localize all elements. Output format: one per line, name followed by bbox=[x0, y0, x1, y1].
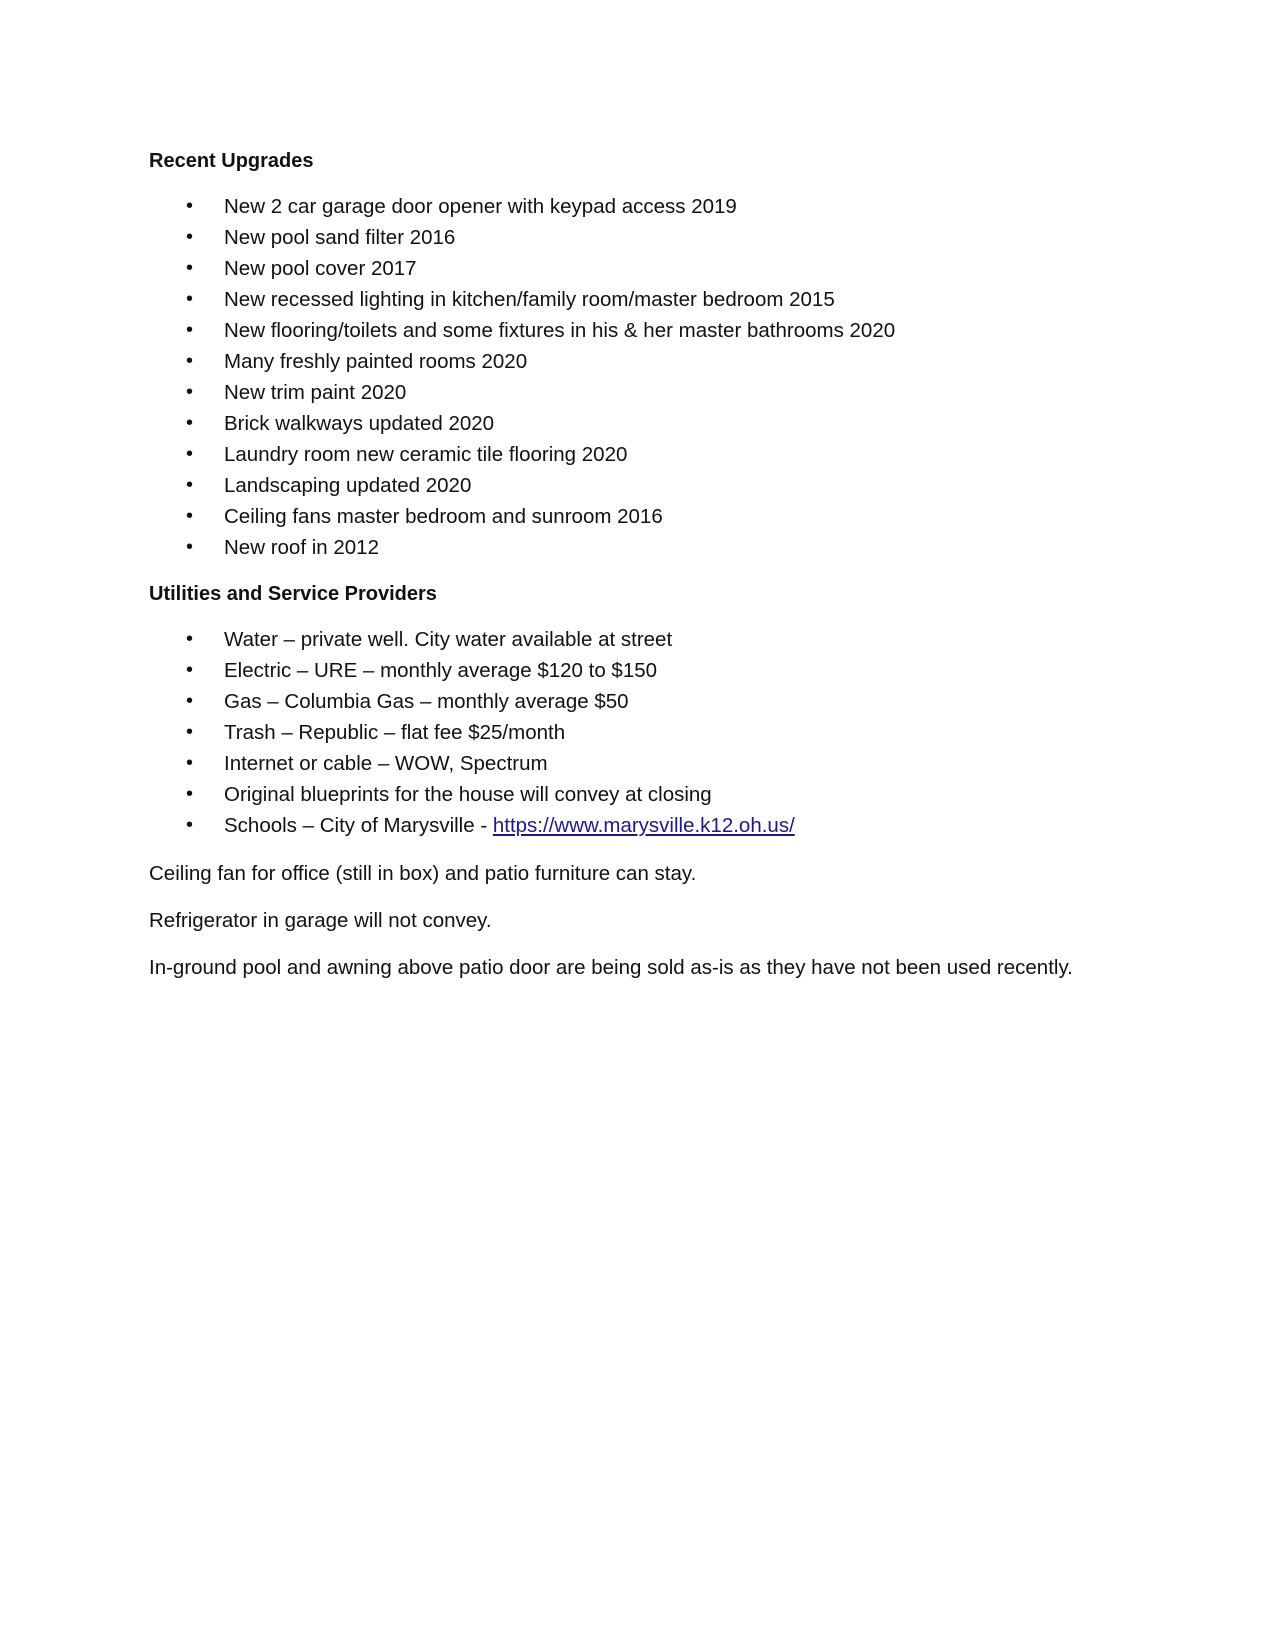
list-item bbox=[149, 284, 1149, 315]
list-item bbox=[149, 532, 1149, 563]
list-item-text: Laundry room new ceramic tile flooring 2020 bbox=[224, 443, 628, 466]
list-item-text: Original blueprints for the house will convey at closing bbox=[224, 783, 712, 806]
bullet-icon: • bbox=[186, 319, 194, 341]
list-item-text: New pool sand filter 2016 bbox=[224, 226, 456, 249]
list-item-text: Gas – Columbia Gas – monthly average $50 bbox=[224, 690, 629, 713]
list-item-text: New recessed lighting in kitchen/family room/master bedroom 2015 bbox=[224, 288, 835, 311]
list-item bbox=[149, 222, 1149, 253]
note-ceiling-fan: Ceiling fan for office (still in box) and patio furniture can stay. bbox=[149, 862, 697, 885]
bullet-icon: • bbox=[186, 412, 194, 434]
list-item bbox=[149, 470, 1149, 501]
list-item bbox=[149, 779, 1149, 810]
list-item bbox=[149, 501, 1149, 532]
bullet-icon: • bbox=[186, 505, 194, 527]
bullet-icon: • bbox=[186, 226, 194, 248]
list-item bbox=[149, 253, 1149, 284]
list-item-text: New roof in 2012 bbox=[224, 536, 379, 559]
list-item bbox=[149, 439, 1149, 470]
list-item bbox=[149, 346, 1149, 377]
list-item bbox=[149, 315, 1149, 346]
bullet-icon: • bbox=[186, 659, 194, 681]
bullet-icon: • bbox=[186, 195, 194, 217]
list-item-text: Trash – Republic – flat fee $25/month bbox=[224, 721, 566, 744]
list-item bbox=[149, 655, 1149, 686]
bullet-icon: • bbox=[186, 783, 194, 805]
list-item-text: Water – private well. City water available at street bbox=[224, 628, 673, 651]
bullet-icon: • bbox=[186, 690, 194, 712]
bullet-icon: • bbox=[186, 628, 194, 650]
bullet-icon: • bbox=[186, 443, 194, 465]
list-item bbox=[149, 408, 1149, 439]
list-item bbox=[149, 191, 1149, 222]
list-item bbox=[149, 748, 1149, 779]
list-item bbox=[149, 717, 1149, 748]
note-refrigerator: Refrigerator in garage will not convey. bbox=[149, 909, 492, 932]
bullet-icon: • bbox=[186, 381, 194, 403]
bullet-icon: • bbox=[186, 814, 194, 836]
recent-upgrades-heading: Recent Upgrades bbox=[149, 150, 314, 172]
schools-text: Schools – City of Marysville - bbox=[224, 814, 493, 837]
list-item bbox=[149, 686, 1149, 717]
list-item-text: New 2 car garage door opener with keypad access 2019 bbox=[224, 195, 737, 218]
list-item-text: Electric – URE – monthly average $120 to $150 bbox=[224, 659, 658, 682]
document-body bbox=[149, 147, 1149, 999]
list-item-text: New flooring/toilets and some fixtures in his & her master bathrooms 2020 bbox=[224, 319, 896, 342]
list-item-text: New pool cover 2017 bbox=[224, 257, 417, 280]
list-item-text: Ceiling fans master bedroom and sunroom 2016 bbox=[224, 505, 663, 528]
utilities-heading: Utilities and Service Providers bbox=[149, 583, 437, 605]
bullet-icon: • bbox=[186, 752, 194, 774]
note-pool-awning: In-ground pool and awning above patio door are being sold as-is as they have not been used recently. bbox=[149, 956, 1073, 979]
bullet-icon: • bbox=[186, 536, 194, 558]
list-item-text: Many freshly painted rooms 2020 bbox=[224, 350, 528, 373]
bullet-icon: • bbox=[186, 257, 194, 279]
list-item-text: Internet or cable – WOW, Spectrum bbox=[224, 752, 548, 775]
recent-upgrades-list bbox=[149, 191, 1149, 563]
list-item-schools bbox=[149, 810, 1149, 841]
list-item bbox=[149, 624, 1149, 655]
bullet-icon: • bbox=[186, 474, 194, 496]
utilities-list bbox=[149, 624, 1149, 841]
bullet-icon: • bbox=[186, 350, 194, 372]
bullet-icon: • bbox=[186, 721, 194, 743]
list-item bbox=[149, 377, 1149, 408]
bullet-icon: • bbox=[186, 288, 194, 310]
schools-link[interactable]: https://www.marysville.k12.oh.us/ bbox=[492, 814, 795, 837]
list-item-text: Brick walkways updated 2020 bbox=[224, 412, 495, 435]
list-item-text: New trim paint 2020 bbox=[224, 381, 407, 404]
list-item-text: Landscaping updated 2020 bbox=[224, 474, 472, 497]
